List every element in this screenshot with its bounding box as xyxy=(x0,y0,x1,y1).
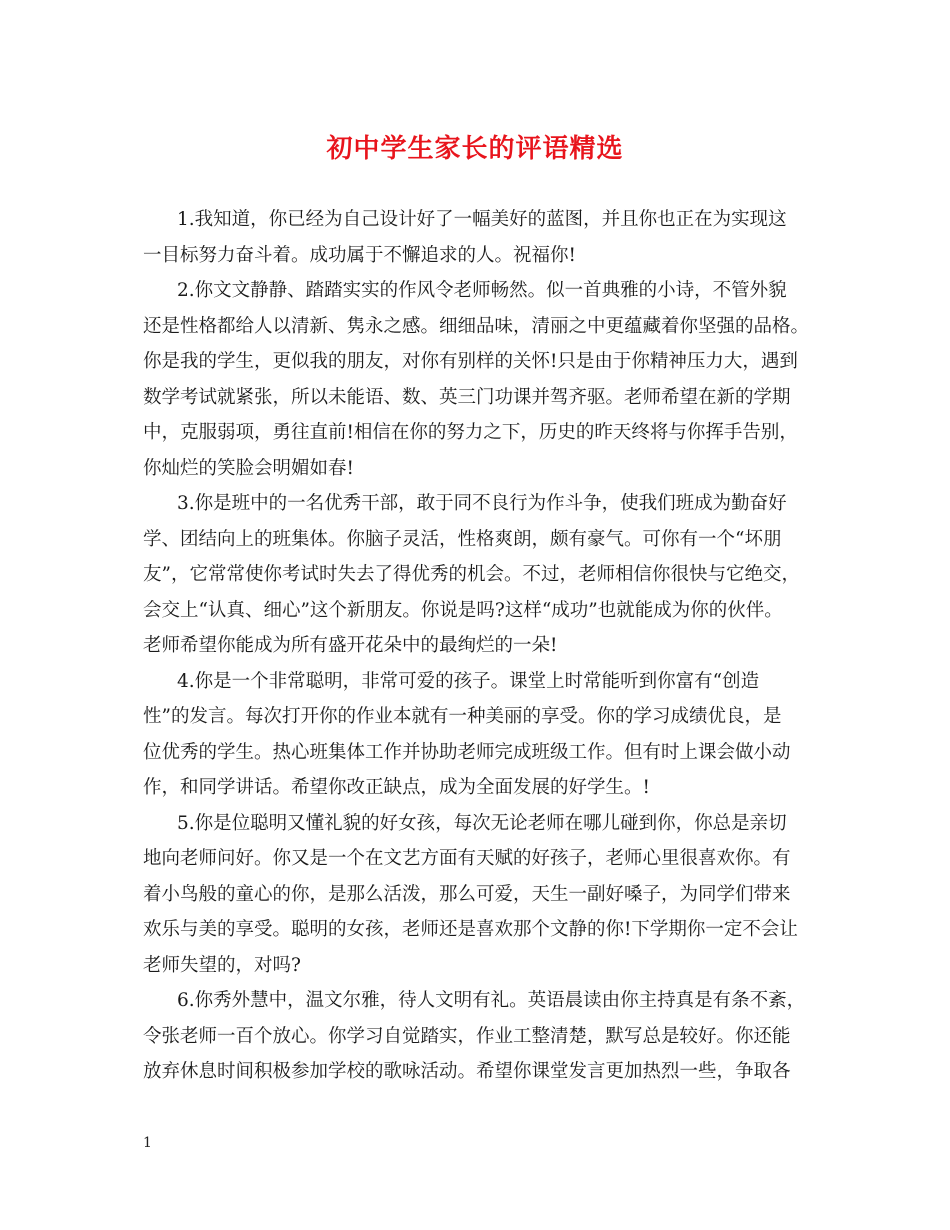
text-line: 你灿烂的笑脸会明媚如春! xyxy=(143,457,354,479)
text-line: 欢乐与美的享受。聪明的女孩，老师还是喜欢那个文静的你!下学期你一定不会让 xyxy=(143,919,798,940)
text-line: 令张老师一百个放心。你学习自觉踏实，作业工整清楚，默写总是较好。你还能 xyxy=(143,1025,791,1047)
text-line: 1.我知道，你已经为自己设计好了一幅美好的蓝图，并且你也正在为实现这 xyxy=(177,209,787,230)
document-title: 初中学生家长的评语精选 xyxy=(326,134,624,164)
text-line: 一目标努力奋斗着。成功属于不懈追求的人。祝福你! xyxy=(143,244,576,266)
text-line: 还是性格都给人以清新、隽永之感。细细品味，清丽之中更蕴藏着你坚强的品格。 xyxy=(143,315,810,337)
text-line: 地向老师问好。你又是一个在文艺方面有天赋的好孩子，老师心里很喜欢你。有 xyxy=(143,848,791,869)
text-line: 老师希望你能成为所有盛开花朵中的最绚烂的一朵! xyxy=(143,635,558,656)
text-line: 3.你是班中的一名优秀干部，敢于同不良行为作斗争，使我们班成为勤奋好 xyxy=(177,493,787,514)
document-body xyxy=(143,202,813,1090)
text-line: 着小鸟般的童心的你，是那么活泼，那么可爱，天生一副好嗓子，为同学们带来 xyxy=(143,883,791,905)
text-line: 6.你秀外慧中，温文尔雅，待人文明有礼。英语晨读由你主持真是有条不紊， xyxy=(177,990,806,1011)
text-line: 你是我的学生，更似我的朋友，对你有别样的关怀!只是由于你精神压力大，遇到 xyxy=(143,351,798,372)
text-line: 老师失望的，对吗? xyxy=(143,954,301,976)
page-number: 1 xyxy=(143,1135,152,1151)
text-line: 4.你是一个非常聪明，非常可爱的孩子。课堂上时常能听到你富有“创造 xyxy=(177,670,760,692)
text-line: 2.你文文静静、踏踏实实的作风令老师畅然。似一首典雅的小诗，不管外貌 xyxy=(177,280,787,301)
text-line: 位优秀的学生。热心班集体工作并协助老师完成班级工作。但有时上课会做小动 xyxy=(143,741,791,763)
text-line: 学、团结向上的班集体。你脑子灵活，性格爽朗，颇有豪气。可你有一个“坏朋 xyxy=(143,528,782,550)
text-line: 5.你是位聪明又懂礼貌的好女孩，每次无论老师在哪儿碰到你，你总是亲切 xyxy=(177,812,787,834)
text-line: 作，和同学讲话。希望你改正缺点，成为全面发展的好学生。! xyxy=(143,777,650,798)
text-line: 会交上“认真、细心”这个新朋友。你说是吗?这样“成功”也就能成为你的伙伴。 xyxy=(143,599,783,621)
text-line: 中，克服弱项，勇往直前!相信在你的努力之下，历史的昨天终将与你挥手告别， xyxy=(143,422,798,443)
text-line: 数学考试就紧张，所以未能语、数、英三门功课并驾齐驱。老师希望在新的学期 xyxy=(143,386,791,408)
text-line: 友”，它常常使你考试时失去了得优秀的机会。不过，老师相信你很快与它绝交， xyxy=(143,564,800,585)
text-line: 性”的发言。每次打开你的作业本就有一种美丽的享受。你的学习成绩优良，是 xyxy=(143,706,782,727)
text-line: 放弃休息时间积极参加学校的歌咏活动。希望你课堂发言更加热烈一些，争取各 xyxy=(143,1061,791,1082)
